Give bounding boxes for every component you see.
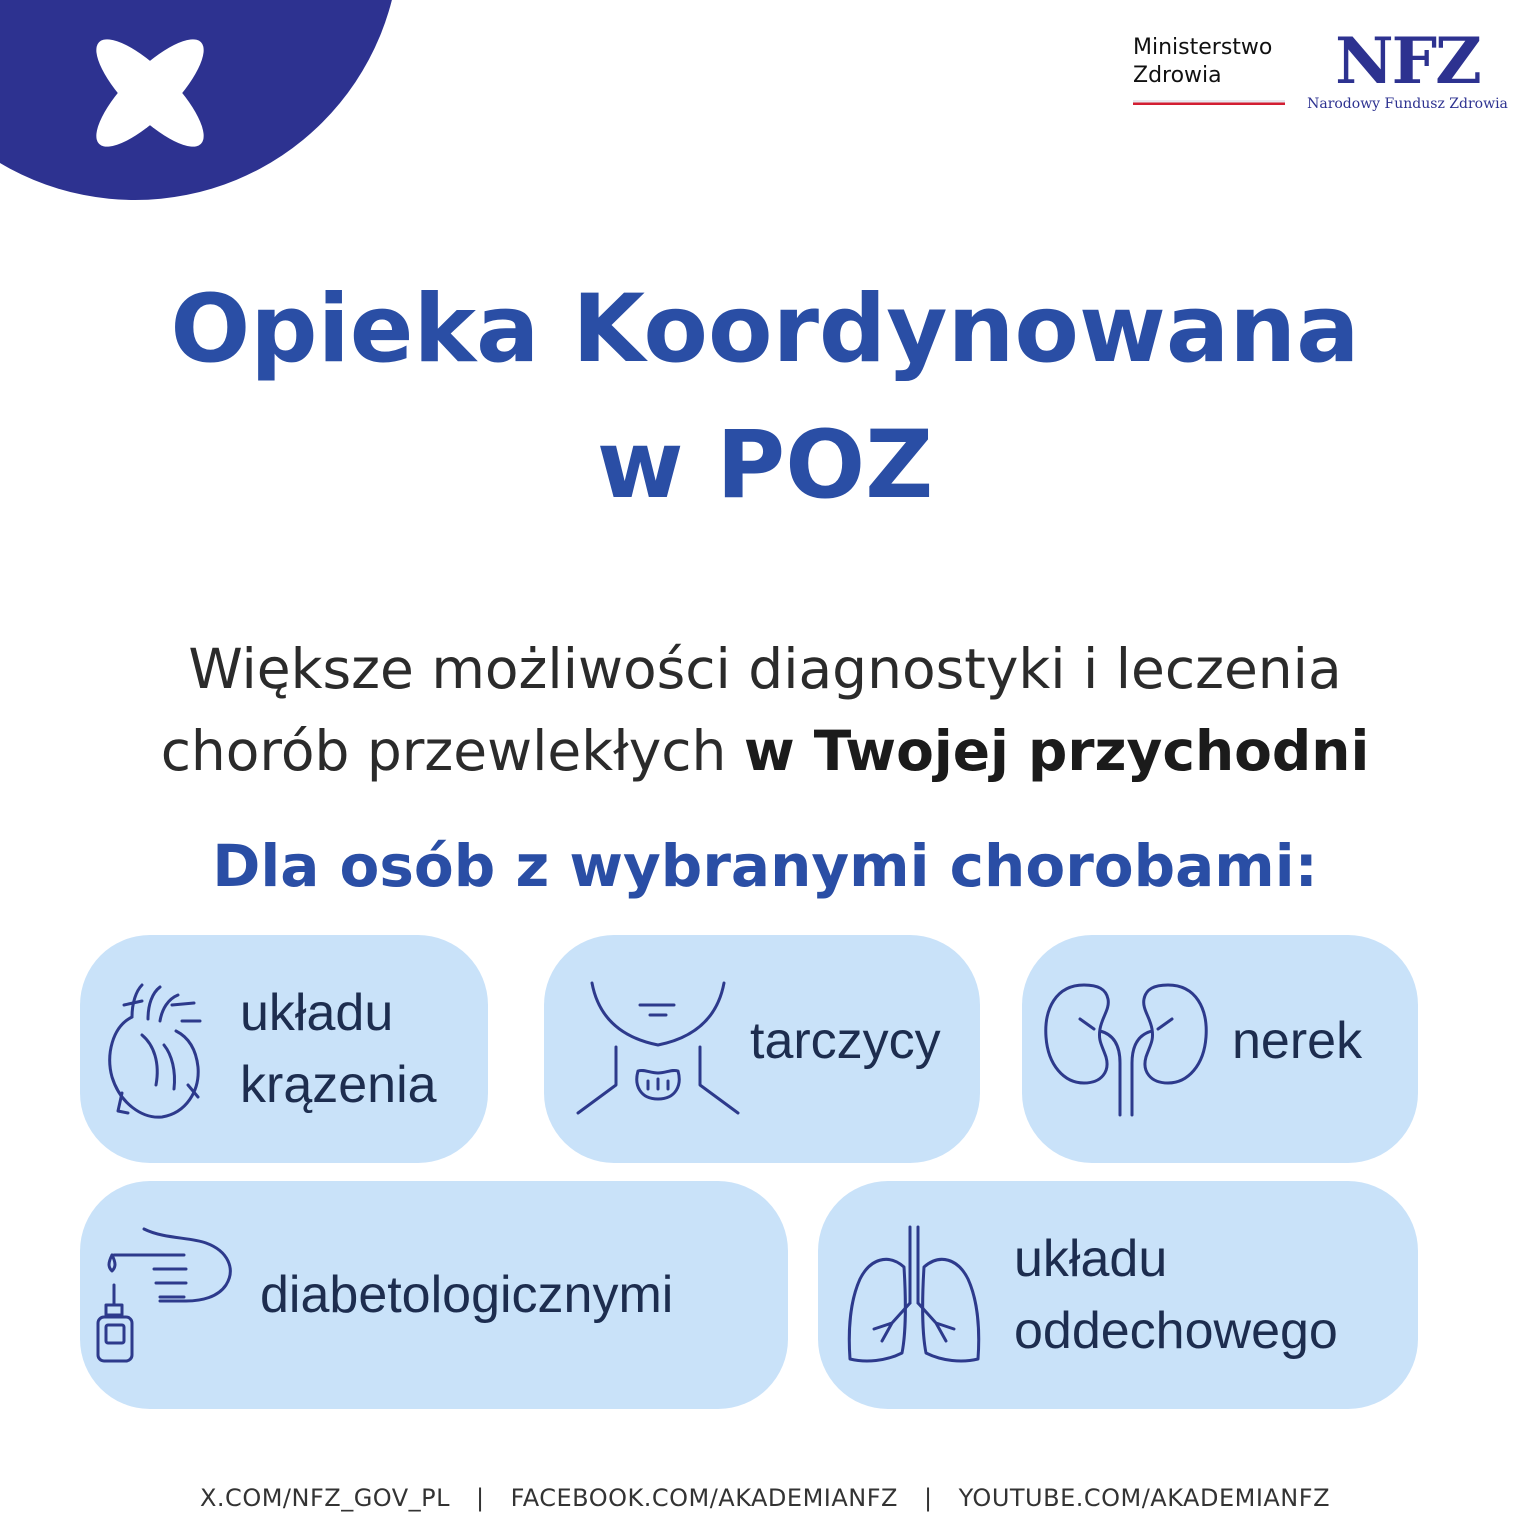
disease-label: układu oddechowego (1014, 1230, 1338, 1360)
title-line-2: w POZ (596, 411, 934, 520)
disease-card-thyroid (544, 935, 980, 1163)
x-brand-icon (85, 28, 215, 158)
ministry-flag-stripe (1133, 100, 1285, 105)
footer-link-x[interactable]: X.COM/NFZ_GOV_PL (199, 1484, 451, 1512)
footer-link-facebook[interactable]: FACEBOOK.COM/AKADEMIANFZ (510, 1484, 898, 1512)
ministry-of-health-logo (1133, 34, 1285, 105)
nfz-full-name: Narodowy Fundusz Zdrowia (1307, 96, 1508, 112)
footer-link-youtube[interactable]: YOUTUBE.COM/AKADEMIANFZ (958, 1484, 1331, 1512)
nfz-logo (1300, 24, 1515, 112)
lungs-icon (844, 1223, 984, 1369)
disease-label: nerek (1232, 1012, 1363, 1070)
thyroid-icon (574, 975, 742, 1125)
footer-separator: | (923, 1484, 933, 1512)
heart-icon (102, 975, 212, 1125)
subtitle-line-2 (60, 710, 1470, 792)
disease-card-respiratory (818, 1181, 1418, 1409)
disease-label: tarczycy (750, 1012, 941, 1070)
section-heading: Dla osób z wybranymi chorobami: (212, 832, 1318, 900)
subtitle-line-1: Większe możliwości diagnostyki i leczenia (188, 637, 1342, 701)
nfz-logo-mark: NFZ (1335, 24, 1480, 99)
glucose-meter-icon (94, 1225, 236, 1365)
subtitle (60, 628, 1470, 792)
ministry-name-line2: Zdrowia (1133, 63, 1222, 88)
title-line-1: Opieka Koordynowana (170, 275, 1360, 384)
disease-card-kidneys (1022, 935, 1418, 1163)
footer-separator: | (476, 1484, 485, 1512)
kidneys-icon (1040, 979, 1212, 1119)
footer-links (0, 1484, 1530, 1512)
page-title (0, 262, 1530, 534)
ministry-name-line1: Ministerstwo (1133, 35, 1273, 60)
disease-card-diabetes (80, 1181, 788, 1409)
subtitle-line-2-bold: w Twojej przychodni (743, 719, 1370, 783)
disease-card-circulatory (80, 935, 488, 1163)
subtitle-line-2-plain: chorób przewlekłych (160, 719, 744, 783)
disease-label: układu krązenia (240, 984, 437, 1114)
disease-label: diabetologicznymi (260, 1266, 674, 1324)
